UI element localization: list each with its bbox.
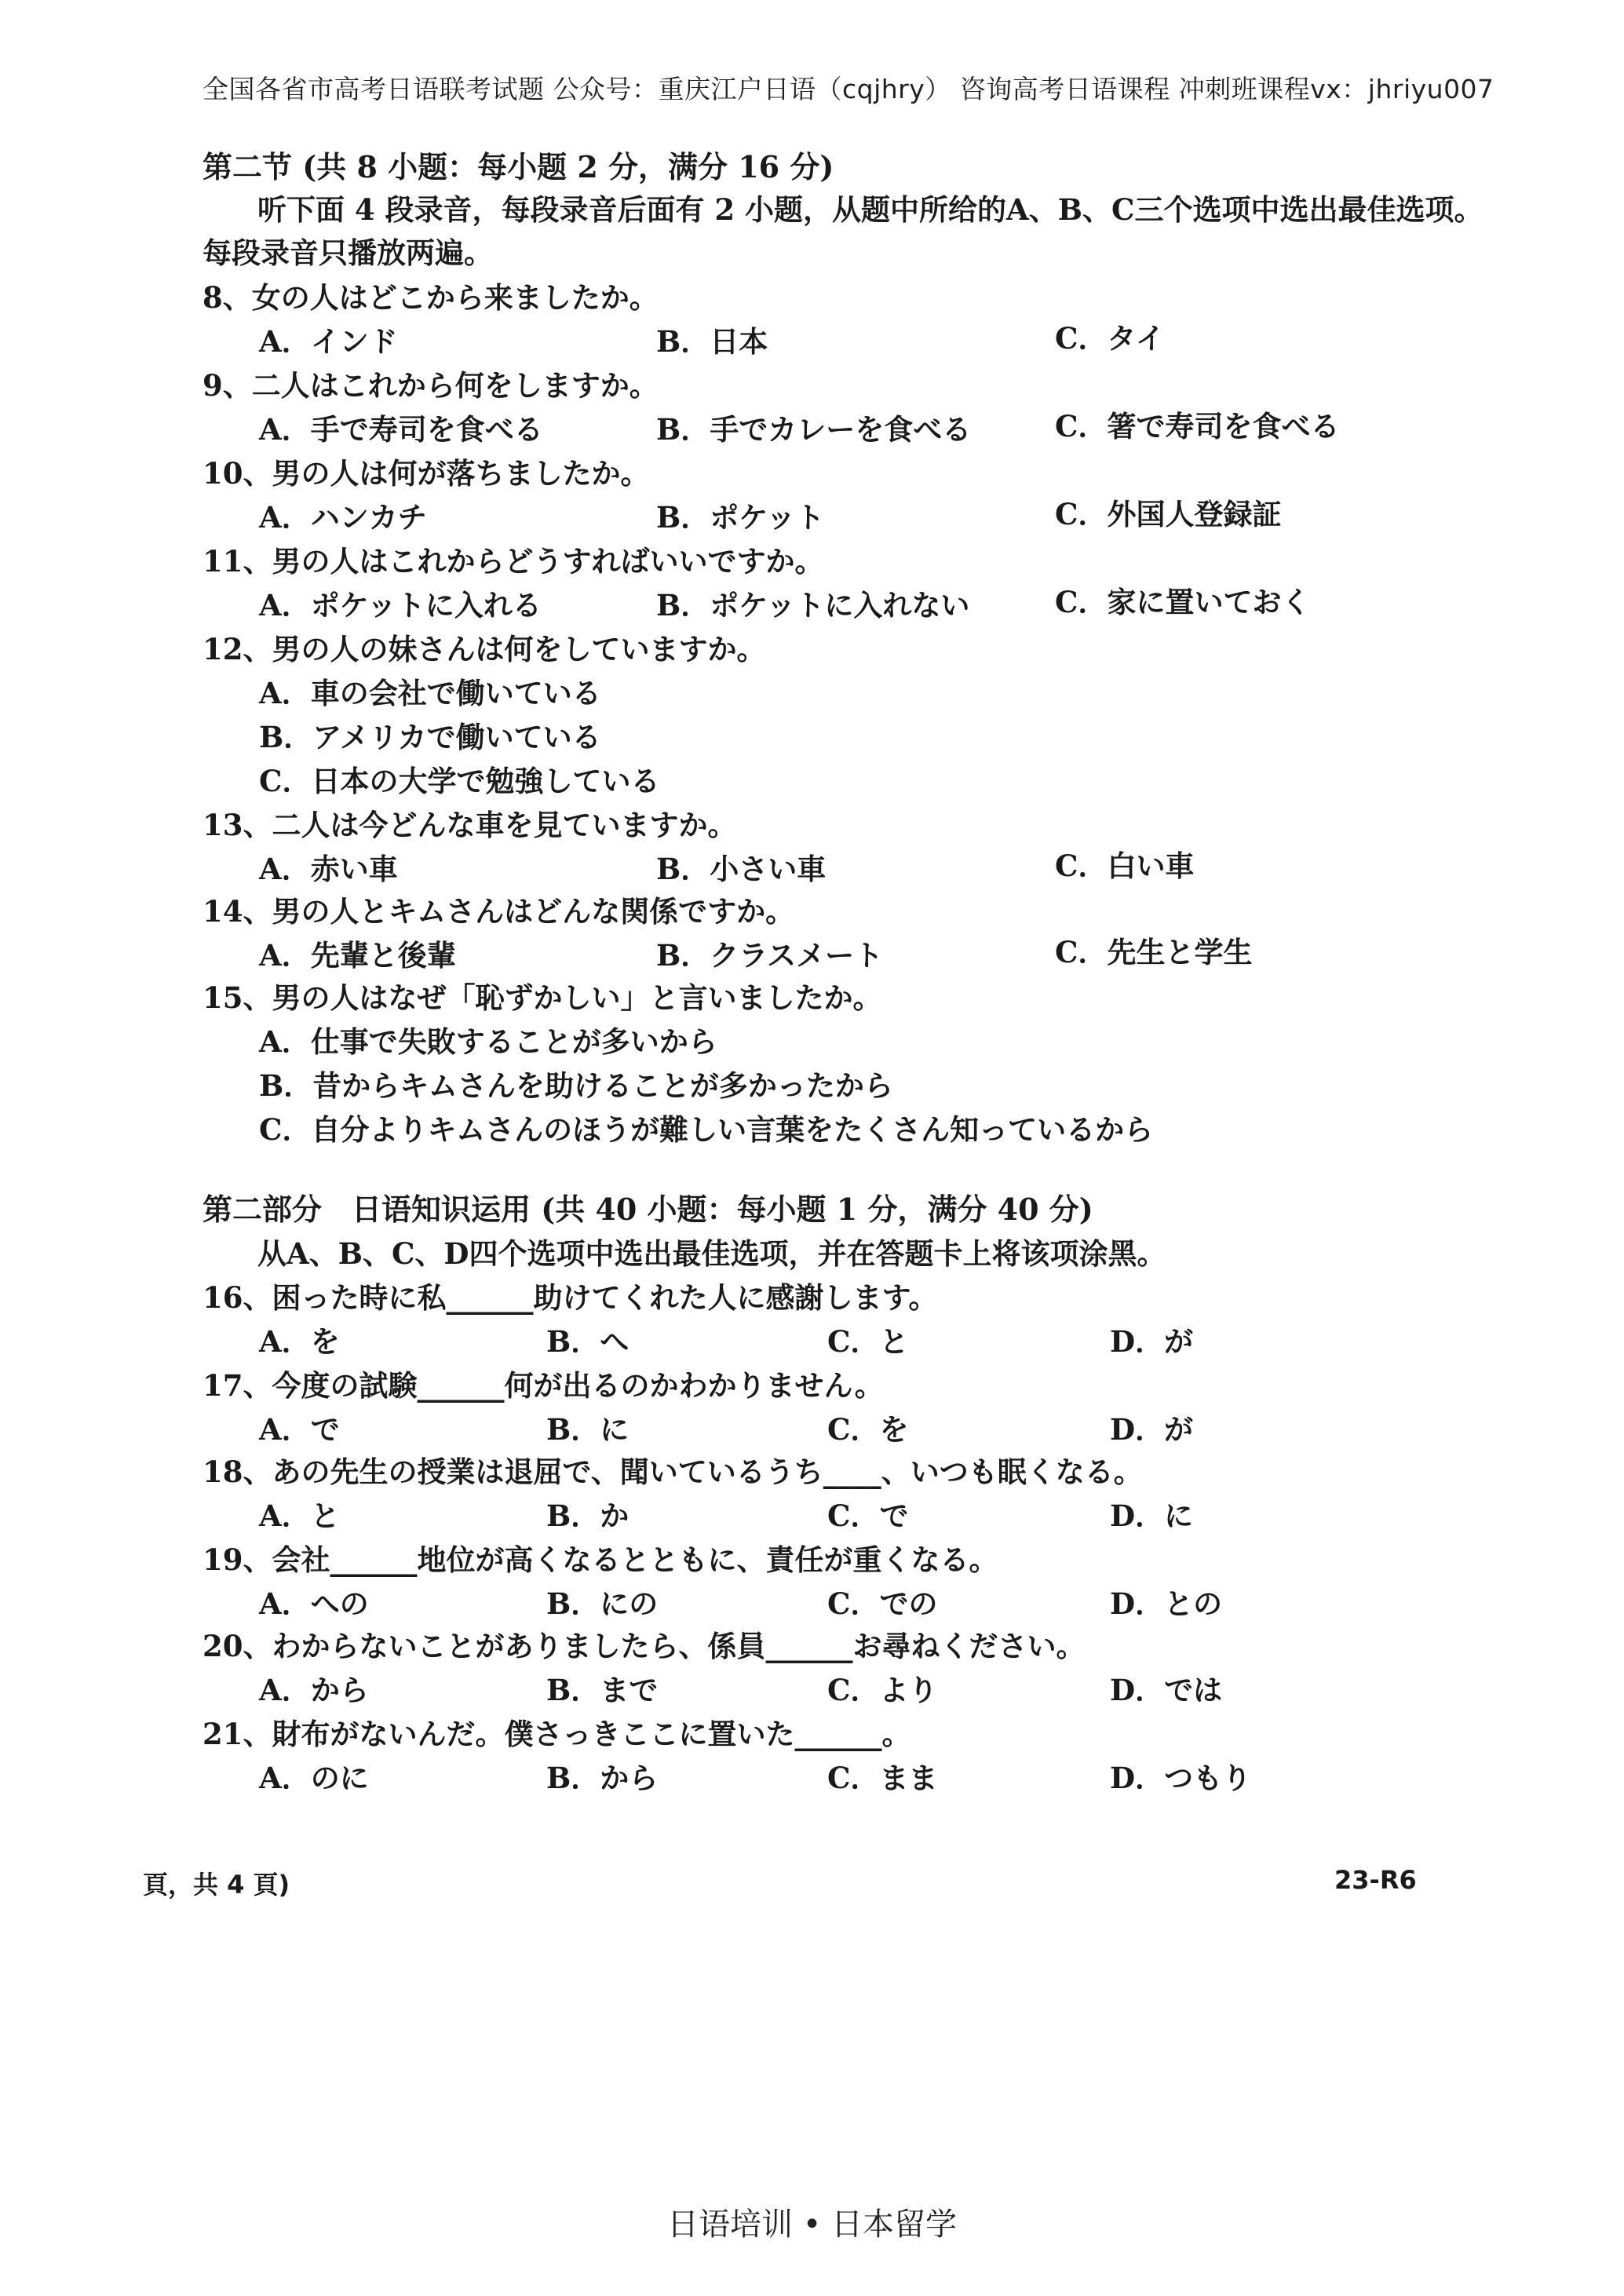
option-c: C．まま (827, 1761, 938, 1795)
option-c: C．での (827, 1586, 938, 1621)
option-b: B．か (546, 1498, 630, 1533)
option-c: C．家に置いておく (1055, 585, 1311, 619)
option-b: B．日本 (656, 324, 768, 359)
option-a: A．のに (259, 1761, 369, 1795)
option-d: D．に (1110, 1498, 1194, 1533)
option-c: C．と (827, 1324, 909, 1359)
question-stem: 8、女の人はどこから来ましたか。 (203, 280, 659, 315)
option-a: A．ポケットに入れる (259, 588, 542, 622)
option-b: B．にの (546, 1586, 659, 1621)
bottom-banner: 日语培训 • 日本留学 (666, 2207, 958, 2243)
option-d: D．が (1110, 1324, 1194, 1359)
option-c: C．より (827, 1673, 938, 1707)
question-stem: 20、わからないことがありましたら、係員______お尋ねください。 (203, 1629, 1086, 1663)
part-title: 第二部分 日语知识运用 (共 40 小题：每小题 1 分，满分 40 分) (203, 1192, 1093, 1227)
option-c: C．タイ (1055, 321, 1165, 356)
option-a: A．インド (259, 324, 398, 359)
page-header: 全国各省市高考日语联考试题 公众号：重庆江户日语（cqjhry） 咨询高考日语课程 冲刺班课程vx：jhriyu007 (203, 74, 1494, 104)
option-a: A．と (259, 1498, 340, 1533)
option-a: A．への (259, 1586, 369, 1621)
option-b: B．ポケット (656, 500, 825, 535)
option-a: A．先輩と後輩 (259, 938, 456, 973)
question-stem: 19、会社______地位が高くなるとともに、責任が重くなる。 (203, 1542, 998, 1577)
option-c: C．箸で寿司を食べる (1055, 409, 1340, 444)
option-a: A．赤い車 (259, 852, 398, 886)
option-b: B．クラスメート (656, 938, 884, 973)
question-stem: 12、男の人の妹さんは何をしていますか。 (203, 632, 766, 666)
option-a: A．で (259, 1412, 340, 1447)
option-a: A．車の会社で働いている (259, 676, 601, 710)
option-c: C．日本の大学で勉強している (259, 764, 660, 798)
question-stem: 15、男の人はなぜ「恥ずかしい」と言いましたか。 (203, 980, 882, 1015)
section-title: 第二节 (共 8 小题：每小题 2 分，满分 16 分) (203, 149, 834, 184)
option-a: A．を (259, 1324, 340, 1359)
option-c: C．を (827, 1412, 909, 1447)
question-stem: 13、二人は今どんな車を見ていますか。 (203, 808, 737, 842)
question-stem: 11、男の人はこれからどうすればいいですか。 (203, 544, 824, 579)
option-b: B．アメリカで働いている (259, 720, 601, 754)
option-a: A．ハンカチ (259, 500, 427, 535)
option-c: C．白い車 (1055, 849, 1195, 883)
option-b: B．に (546, 1412, 630, 1447)
option-a: A．から (259, 1673, 369, 1707)
option-a: A．手で寿司を食べる (259, 412, 543, 447)
option-d: D．では (1110, 1673, 1223, 1707)
option-a: A．仕事で失敗することが多いから (259, 1024, 717, 1059)
question-stem: 14、男の人とキムさんはどんな関係ですか。 (203, 894, 795, 929)
page-footer-number: 頁，共 4 頁) (143, 1870, 290, 1900)
option-b: B．へ (546, 1324, 630, 1359)
question-stem: 21、財布がないんだ。僕さっきここに置いた______。 (203, 1717, 911, 1751)
part-instruction: 从A、B、C、D四个选项中选出最佳选项，并在答题卡上将该项涂黑。 (257, 1236, 1166, 1271)
option-c: C．先生と学生 (1055, 935, 1253, 969)
question-stem: 16、困った時に私______助けてくれた人に感謝します。 (203, 1280, 938, 1315)
option-b: B．手でカレーを食べる (656, 412, 972, 447)
option-d: D．つもり (1110, 1761, 1252, 1795)
option-c: C．で (827, 1498, 909, 1533)
option-b: B．小さい車 (656, 852, 827, 886)
option-c: C．外国人登録証 (1055, 497, 1282, 531)
option-b: B．ポケットに入れない (656, 588, 970, 622)
section-instruction: 听下面 4 段录音，每段录音后面有 2 小题，从题中所给的A、B、C三个选项中选出最佳选项。 (257, 192, 1483, 227)
option-d: D．が (1110, 1412, 1194, 1447)
option-b: B．から (546, 1761, 659, 1795)
question-stem: 9、二人はこれから何をしますか。 (203, 368, 659, 403)
option-b: B．昔からキムさんを助けることが多かったから (259, 1068, 893, 1103)
question-stem: 18、あの先生の授業は退屈で、聞いているうち____、いつも眠くなる。 (203, 1455, 1143, 1489)
page-footer-code: 23-R6 (1334, 1865, 1417, 1895)
question-stem: 17、今度の試験______何が出るのかわかりません。 (203, 1368, 884, 1403)
option-c: C．自分よりキムさんのほうが難しい言葉をたくさん知っているから (259, 1112, 1154, 1147)
option-d: D．との (1110, 1586, 1223, 1621)
section-instruction: 每段录音只播放两遍。 (203, 235, 493, 270)
option-b: B．まで (546, 1673, 659, 1707)
question-stem: 10、男の人は何が落ちましたか。 (203, 456, 650, 491)
